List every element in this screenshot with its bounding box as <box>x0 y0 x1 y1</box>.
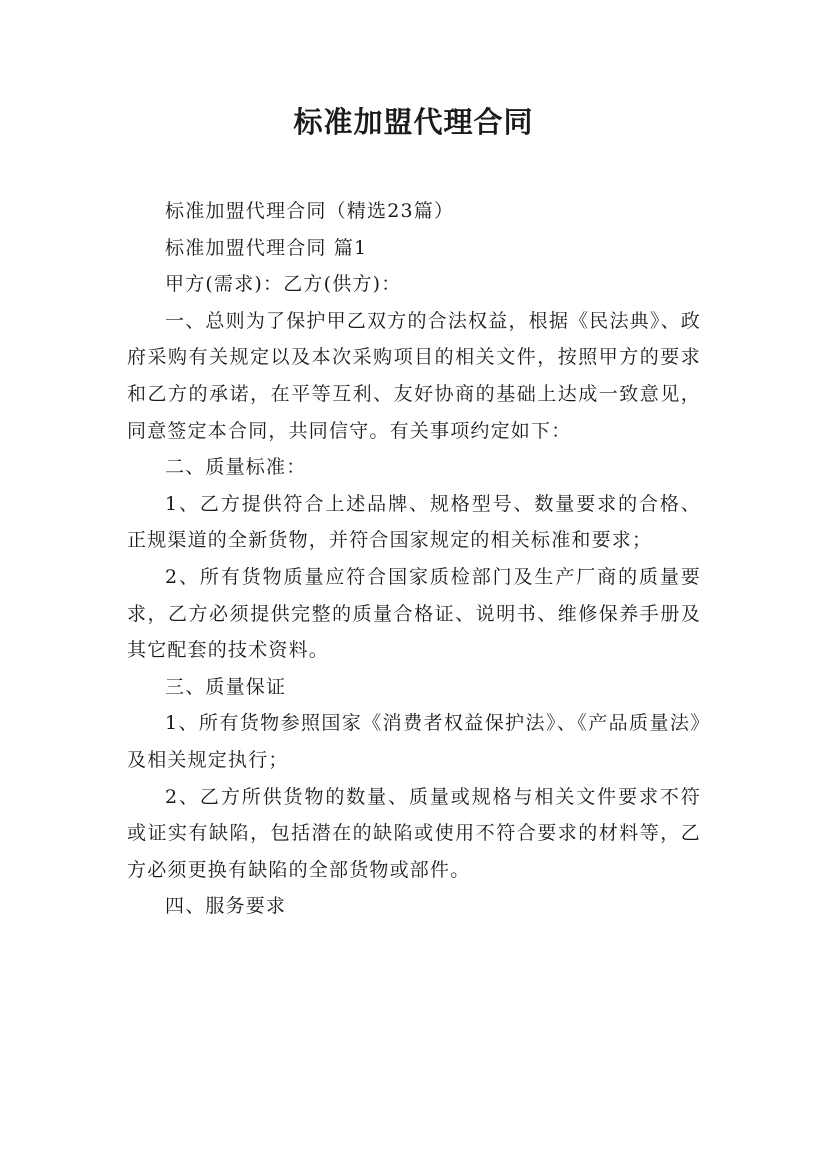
document-body <box>127 193 701 925</box>
paragraph-heading-quality-standard: 二、质量标准： <box>165 456 307 479</box>
paragraph-quality-assurance-2: 2、乙方所供货物的数量、质量或规格与相关文件要求不符或证实有缺陷，包括潜在的缺陷或使用不符合要求的材料等，乙方必须更换有缺陷的全部货物或部件。 <box>127 785 701 881</box>
document-title: 标准加盟代理合同 <box>293 105 534 139</box>
paragraph-heading-quality-assurance: 三、质量保证 <box>165 675 287 698</box>
paragraph-section-heading: 标准加盟代理合同 篇1 <box>165 236 368 259</box>
paragraph-general-terms: 一、总则为了保护甲乙双方的合法权益，根据《民法典》、政府采购有关规定以及本次采购项目的相关文件，按照甲方的要求和乙方的承诺，在平等互利、友好协商的基础上达成一致意见，同意签定本合同，共同信守。有关事项约定如下： <box>127 309 701 442</box>
paragraph-quality-assurance-1: 1、所有货物参照国家《消费者权益保护法》、《产品质量法》及相关规定执行； <box>127 712 701 771</box>
paragraph-parties: 甲方(需求)：乙方(供方)： <box>165 273 402 296</box>
paragraph-subtitle: 标准加盟代理合同（精选23篇） <box>165 200 455 222</box>
paragraph-quality-standard-1: 1、乙方提供符合上述品牌、规格型号、数量要求的合格、正规渠道的全新货物，并符合国家规定的相关标准和要求； <box>127 492 701 552</box>
paragraph-quality-standard-2: 2、所有货物质量应符合国家质检部门及生产厂商的质量要求，乙方必须提供完整的质量合格证、说明书、维修保养手册及其它配套的技术资料。 <box>127 565 701 662</box>
paragraph-heading-service: 四、服务要求 <box>165 895 287 918</box>
